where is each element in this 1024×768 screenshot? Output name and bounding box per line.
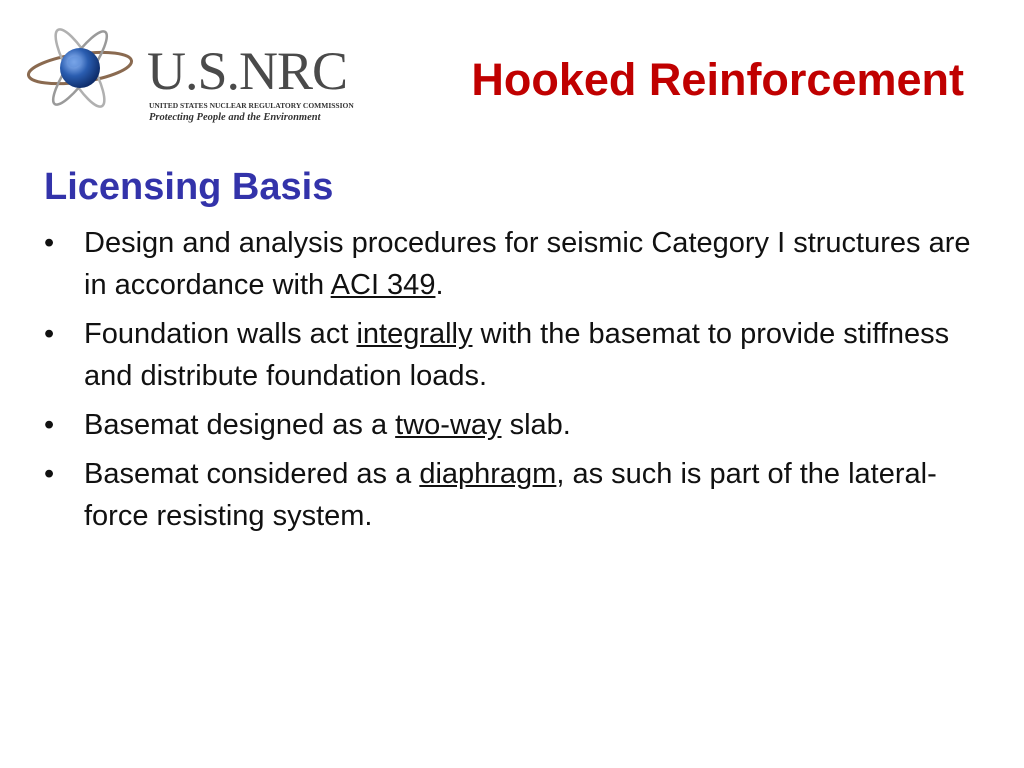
underlined-term: ACI 349 xyxy=(330,269,436,301)
bullet-text: Design and analysis procedures for seismic Category I structures are in accordance with xyxy=(84,227,971,301)
bullet-item xyxy=(44,313,984,397)
bullet-marker: • xyxy=(44,409,55,441)
bullet-item xyxy=(44,222,984,306)
bullet-marker: • xyxy=(44,227,55,259)
logo-tagline: Protecting People and the Environment xyxy=(149,112,321,123)
bullet-marker: • xyxy=(44,318,55,350)
bullet-text: Foundation walls act xyxy=(84,318,357,350)
bullet-item xyxy=(44,404,984,446)
bullet-text: Basemat considered as a xyxy=(84,458,420,490)
bullet-list xyxy=(44,222,984,544)
bullet-text-end: slab. xyxy=(501,409,571,441)
nrc-logo xyxy=(24,20,354,123)
underlined-term: two-way xyxy=(395,409,502,441)
section-heading: Licensing Basis xyxy=(44,166,334,208)
underlined-term: diaphragm xyxy=(419,458,557,490)
logo-wordmark: U.S.NRC xyxy=(147,41,348,101)
bullet-text: Basemat designed as a xyxy=(84,409,396,441)
bullet-marker: • xyxy=(44,458,55,490)
bullet-text-end: with the basemat to provide stiffness and distribute foundation loads. xyxy=(84,318,950,392)
atom-globe-icon xyxy=(24,20,154,114)
bullet-item xyxy=(44,453,984,537)
bullet-text-end: , as such is part of the lateral-force resisting system. xyxy=(84,458,937,532)
bullet-text-end: . xyxy=(435,269,444,301)
underlined-term: integrally xyxy=(356,318,473,350)
slide-title: Hooked Reinforcement xyxy=(471,54,964,105)
logo-agency-name: UNITED STATES NUCLEAR REGULATORY COMMISSION xyxy=(149,101,354,110)
